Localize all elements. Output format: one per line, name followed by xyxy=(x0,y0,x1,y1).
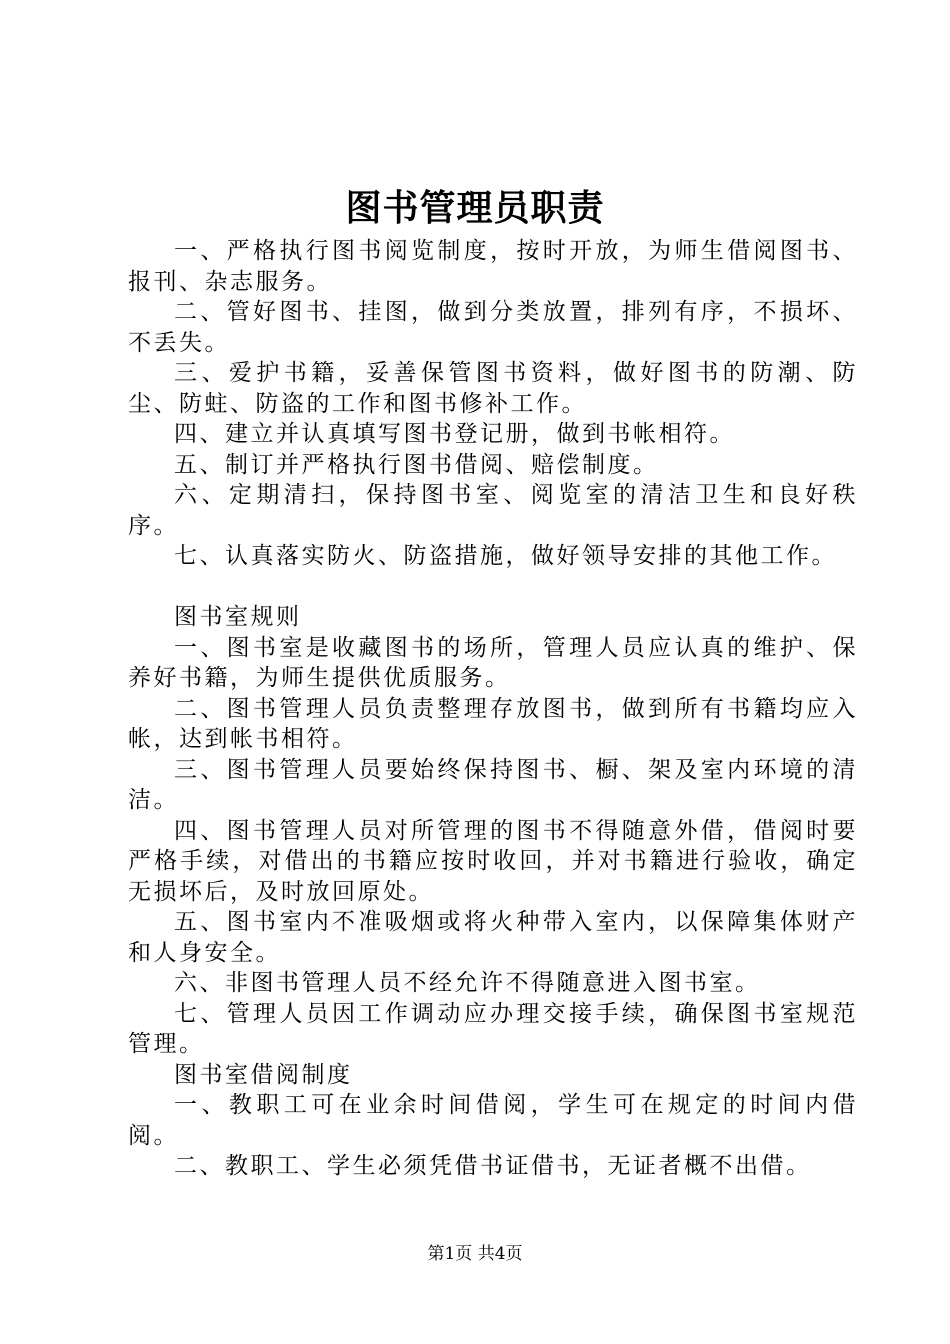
section-spacer xyxy=(128,572,858,603)
borrowing-heading: 图书室借阅制度 xyxy=(174,1061,353,1088)
borrowing-item-2: 二、教职工、学生必须凭借书证借书，无证者概不出借。 xyxy=(174,1153,812,1179)
rule-item-2: 二、图书管理人员负责整理存放图书，做到所有书籍均应入帐，达到帐书相符。 xyxy=(128,695,858,752)
rule-item-1: 一、图书室是收藏图书的场所，管理人员应认真的维护、保养好书籍，为师生提供优质服务。 xyxy=(128,634,858,691)
duty-item-6: 六、定期清扫，保持图书室、阅览室的清洁卫生和良好秩序。 xyxy=(128,482,858,539)
rule-item-7: 七、管理人员因工作调动应办理交接手续，确保图书室规范管理。 xyxy=(128,1000,858,1057)
rules-section xyxy=(128,602,858,1060)
borrowing-section xyxy=(128,1060,858,1182)
rule-item-4: 四、图书管理人员对所管理的图书不得随意外借，借阅时要严格手续，对借出的书籍应按时收回，并对书籍进行验收，确定无损坏后，及时放回原处。 xyxy=(128,817,858,905)
duty-item-4: 四、建立并认真填写图书登记册，做到书帐相符。 xyxy=(174,421,735,447)
rule-item-5: 五、图书室内不准吸烟或将火种带入室内，以保障集体财产和人身安全。 xyxy=(128,909,858,966)
duty-item-2: 二、管好图书、挂图，做到分类放置，排列有序，不损坏、不丢失。 xyxy=(128,299,858,356)
rule-item-6: 六、非图书管理人员不经允许不得随意进入图书室。 xyxy=(174,970,761,996)
borrowing-item-1: 一、教职工可在业余时间借阅，学生可在规定的时间内借阅。 xyxy=(128,1092,858,1149)
duty-item-3: 三、爱护书籍，妥善保管图书资料，做好图书的防潮、防尘、防蛀、防盗的工作和图书修补工作。 xyxy=(128,360,858,417)
duty-item-7: 七、认真落实防火、防盗措施，做好领导安排的其他工作。 xyxy=(174,543,837,569)
document-body xyxy=(128,236,858,1182)
duties-section xyxy=(128,236,858,572)
rules-heading: 图书室规则 xyxy=(174,604,302,630)
page-footer: 第1页 共4页 xyxy=(427,1244,523,1264)
duty-item-1: 一、严格执行图书阅览制度，按时开放，为师生借阅图书、报刊、杂志服务。 xyxy=(128,238,858,295)
duty-item-5: 五、制订并严格执行图书借阅、赔偿制度。 xyxy=(174,451,659,478)
rule-item-3: 三、图书管理人员要始终保持图书、橱、架及室内环境的清洁。 xyxy=(128,756,858,813)
document-title: 图书管理员职责 xyxy=(345,187,605,229)
